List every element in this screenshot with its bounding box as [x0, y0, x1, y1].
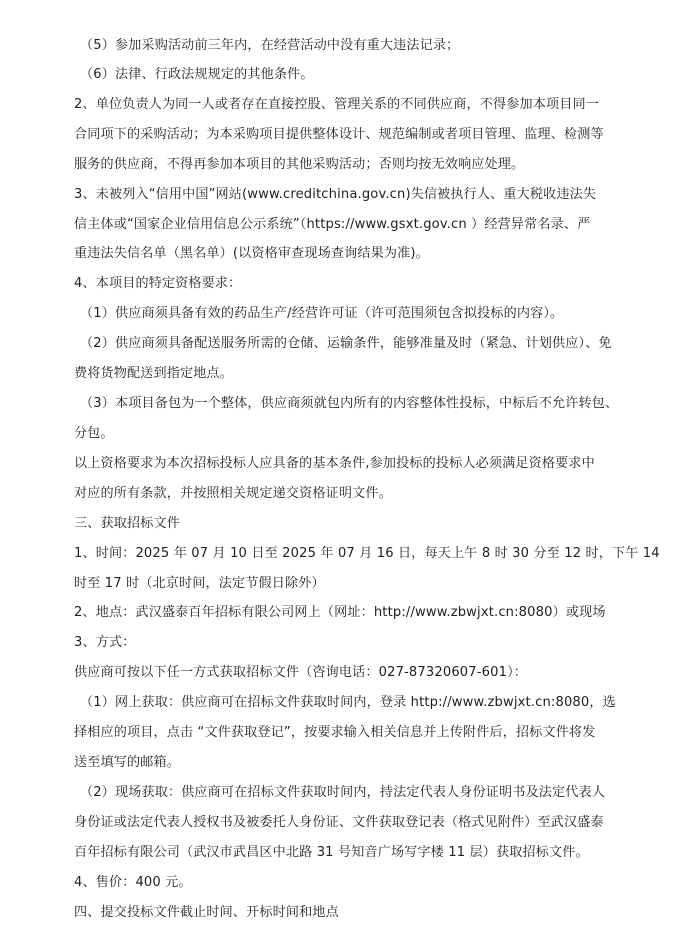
- doc-line-24: 择相应的项目，点击 “文件获取登记”，按要求输入相关信息并上传附件后，招标文件将发: [74, 725, 596, 740]
- doc-line-14: 分包。: [74, 426, 114, 441]
- doc-line-15: 以上资格要求为本次招标投标人应具备的基本条件,参加投标的投标人必须满足资格要求中: [74, 456, 595, 471]
- doc-line-22: 供应商可按以下任一方式获取招标文件（咨询电话：027-87320607-601）：: [74, 665, 528, 680]
- doc-line-3: 2、单位负责人为同一人或者存在直接控股、管理关系的不同供应商，不得参加本项目同一: [74, 97, 599, 112]
- doc-line-19: 时至 17 时（北京时间，法定节假日除外）: [74, 576, 325, 591]
- doc-line-13: （3）本项目备包为一个整体，供应商须就包内所有的内容整体性投标，中标后不允许转包、: [80, 396, 619, 411]
- doc-line-23: （1）网上获取：供应商可在招标文件获取时间内，登录 http://www.zbwjxt.cn:8080，选: [80, 695, 616, 710]
- doc-line-28: 百年招标有限公司（武汉市武昌区中北路 31 号知音广场写字楼 11 层）获取招标文件。: [74, 845, 589, 860]
- doc-line-21: 3、方式：: [74, 635, 136, 650]
- doc-line-8: 重违法失信名单（黑名单）(以资格审查现场查询结果为准)。: [74, 246, 429, 261]
- doc-line-17: 三、获取招标文件: [74, 516, 180, 531]
- doc-line-26: （2）现场获取：供应商可在招标文件获取时间内，持法定代表人身份证明书及法定代表人: [80, 785, 605, 800]
- doc-line-20: 2、地点：武汉盛泰百年招标有限公司网上（网址：http://www.zbwjxt.cn:8080）或现场: [74, 605, 606, 620]
- doc-line-16: 对应的所有条款，并按照相关规定递交资格证明文件。: [74, 486, 392, 501]
- doc-line-10: （1）供应商须具备有效的药品生产/经营许可证（许可范围须包含拟投标的内容）。: [80, 306, 564, 321]
- doc-line-12: 费将货物配送到指定地点。: [74, 366, 233, 381]
- doc-line-29: 4、售价：400 元。: [74, 875, 192, 890]
- doc-line-25: 送至填写的邮箱。: [74, 755, 180, 770]
- doc-line-11: （2）供应商须具备配送服务所需的仓储、运输条件，能够准量及时（紧急、计划供应）、免: [80, 336, 612, 351]
- doc-line-30: 四、提交投标文件截止时间、开标时间和地点: [74, 905, 339, 920]
- doc-line-1: （5）参加采购活动前三年内，在经营活动中没有重大违法记录；: [80, 38, 460, 53]
- doc-line-2: （6）法律、行政法规规定的其他条件。: [80, 67, 314, 82]
- doc-line-4: 合同项下的采购活动；为本采购项目提供整体设计、规范编制或者项目管理、监理、检测等: [74, 127, 604, 142]
- doc-line-7: 信主体或“国家企业信用信息公示系统”（https://www.gsxt.gov.cn ）经营异常名录、严: [74, 217, 591, 232]
- doc-line-5: 服务的供应商，不得再参加本项目的其他采购活动；否则均按无效响应处理。: [74, 157, 525, 172]
- doc-line-6: 3、未被列入“信用中国”网站(www.creditchina.gov.cn)失信被执行人、重大税收违法失: [74, 187, 597, 202]
- doc-line-27: 身份证或法定代表人授权书及被委托人身份证、文件获取登记表（格式见附件）至武汉盛泰: [74, 815, 604, 830]
- doc-line-9: 4、本项目的特定资格要求：: [74, 276, 242, 291]
- doc-line-18: 1、时间：2025 年 07 月 10 日至 2025 年 07 月 16 日，每天上午 8 时 30 分至 12 时，下午 14: [74, 546, 660, 561]
